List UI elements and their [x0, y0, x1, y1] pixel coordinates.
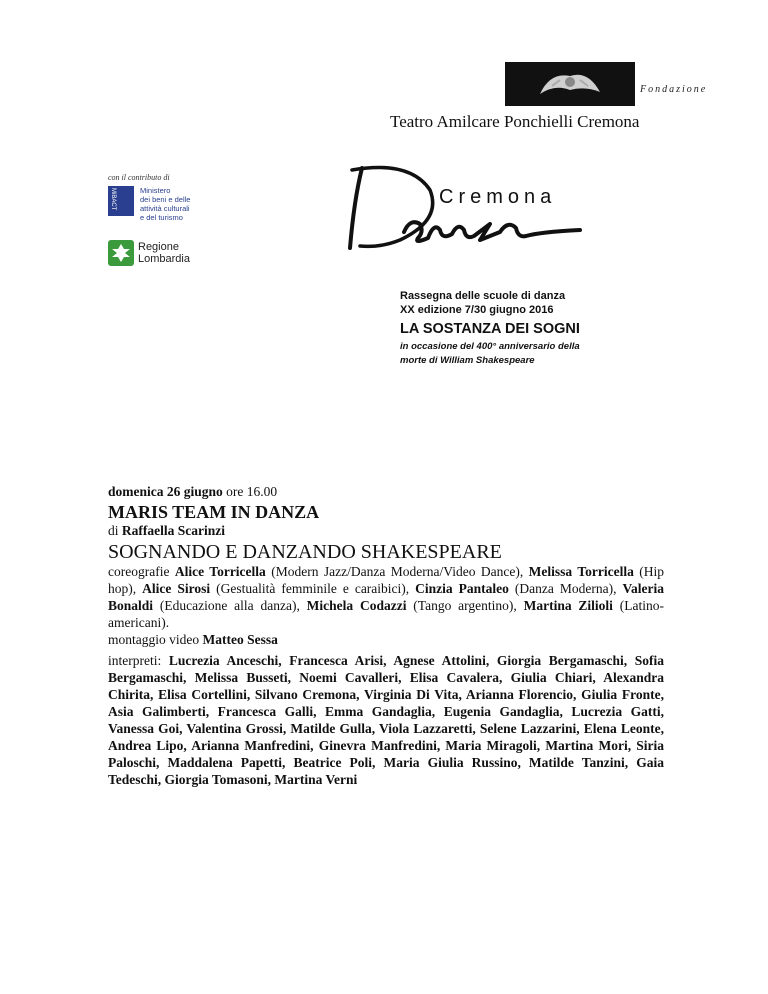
video-credit — [108, 631, 664, 648]
choreo-label: coreografie — [108, 564, 175, 579]
show-author-name: Raffaella Scarinzi — [121, 523, 225, 538]
regione-line: Regione — [138, 241, 179, 253]
fondazione-label: Fondazione — [640, 84, 708, 95]
event-title: LA SOSTANZA DEI SOGNI — [400, 321, 580, 337]
choreographer-role: (Educazione alla danza), — [153, 598, 307, 613]
show-author-prefix: di — [108, 523, 122, 538]
choreographer-name: Alice Sirosi — [142, 581, 211, 596]
video-name: Matteo Sessa — [202, 632, 278, 647]
performers-paragraph — [108, 652, 664, 788]
mibact-line: Ministero — [140, 186, 171, 195]
show-title: MARIS TEAM IN DANZA — [108, 502, 320, 522]
cremona-word: Cremona — [439, 186, 557, 208]
choreographer-role: (Tango argentino), — [406, 598, 524, 613]
performers-label: interpreti: — [108, 653, 169, 668]
choreographer-name: Valeria Bonaldi — [108, 581, 664, 613]
event-occasion-line: in occasione del 400° anniversario della — [400, 341, 580, 352]
show-date-time: ore 16.00 — [222, 484, 278, 499]
choreography-paragraph — [108, 563, 664, 631]
mibact-line: dei beni e delle — [140, 195, 191, 204]
danza-text: Danza — [340, 160, 343, 161]
event-occasion-line: morte di William Shakespeare — [400, 355, 535, 366]
event-info — [400, 289, 580, 368]
choreographer-role: (Latino-americani). — [108, 598, 664, 630]
choreographer-role: (Danza Moderna), — [508, 581, 623, 596]
video-label: montaggio video — [108, 632, 203, 647]
mibact-text — [140, 186, 220, 222]
show-date-day: domenica 26 giugno — [108, 484, 223, 499]
theatre-emblem-icon — [530, 66, 610, 102]
choreographer-name: Martina Zilioli — [523, 598, 613, 613]
contribution-label: con il contributo di — [108, 173, 170, 182]
program — [108, 483, 664, 788]
mibact-line: e del turismo — [140, 213, 183, 222]
regione-line: Lombardia — [138, 253, 190, 265]
theatre-name: Teatro Amilcare Ponchielli Cremona — [390, 112, 640, 131]
choreographer-name: Cinzia Pantaleo — [415, 581, 509, 596]
choreographer-name: Melissa Torricella — [528, 564, 634, 579]
choreographer-role: (Gestualità femminile e caraibici), — [210, 581, 416, 596]
event-line-1: Rassegna delle scuole di danza — [400, 290, 566, 302]
event-occasion — [400, 340, 580, 368]
regione-text — [138, 241, 190, 265]
performers-list: Lucrezia Anceschi, Francesca Arisi, Agnese Attolini, Giorgia Bergamaschi, Sofia Bergamaschi, Melissa Busseti, Noemi Cavalleri, Elisa Cavalera, Giulia Chiari, Alexandra Chirita, Elisa Cortellini, Silvano Cremona, Virginia Di Vita, Arianna Florencio, Giulia Fronte, Asia Galimberti, Francesca Galli, Emma Gandaglia, Eugenia Gandaglia, Lucrezia Gatti, Vanessa Goi, Valentina Grossi, Matilde Gulla, Viola Lazzaretti, Selene Lazzarini, Elena Leonte, Andrea Lipo, Arianna Manfredini, Ginevra Manfredini, Maria Miragoli, Martina Mori, Siria Paloschi, Maddalena Papetti, Beatrice Poli, Maria Giulia Russino, Matilde Tanzini, Gaia Tedeschi, Giorgia Tomasoni, Martina Verni — [108, 653, 664, 787]
choreographer-name: Alice Torricella — [174, 564, 266, 579]
choreographer-role: (Modern Jazz/Danza Moderna/Video Dance), — [265, 564, 529, 579]
show-date — [108, 483, 664, 500]
choreographer-name: Michela Codazzi — [306, 598, 407, 613]
mibact-line: attività culturali — [140, 204, 190, 213]
mibact-logo — [108, 186, 134, 216]
event-line-2: XX edizione 7/30 giugno 2016 — [400, 304, 554, 316]
choreographer-role: (Hip hop), — [108, 564, 665, 596]
mibact-logo-text: MiBACT — [110, 188, 116, 211]
regione-lombardia-icon — [108, 240, 134, 266]
show-subtitle: SOGNANDO E DANZANDO SHAKESPEARE — [108, 541, 502, 563]
show-author — [108, 522, 664, 539]
